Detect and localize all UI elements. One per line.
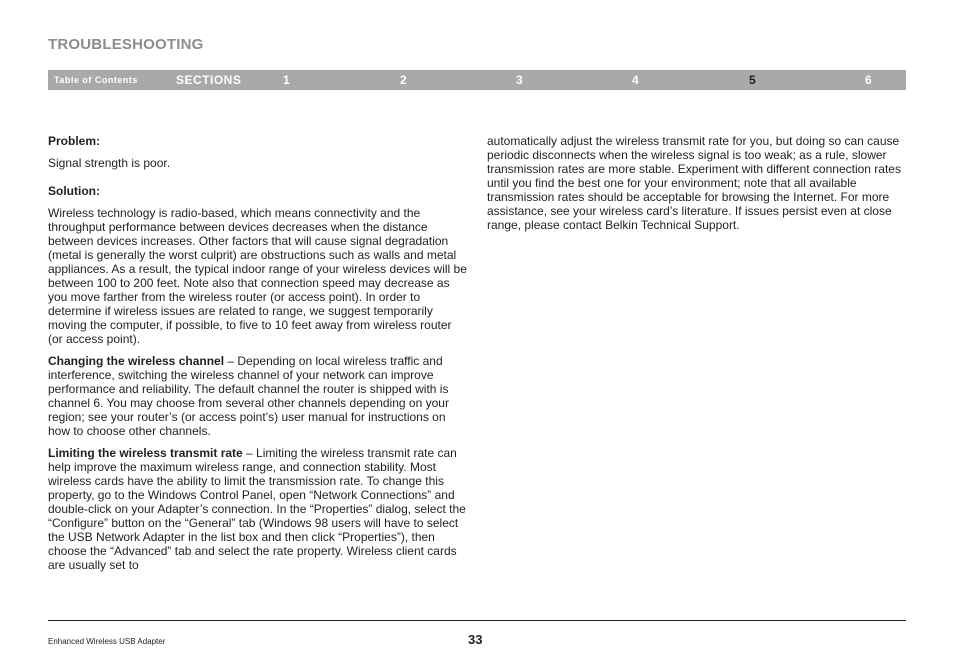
channel-paragraph: [48, 354, 468, 438]
channel-text: – Depending on local wireless traffic and interference, switching the wireless channel of your network can improve performance and reliability. The default channel the router is shipped with is channel 6. You may choose from several other channels depending on your region; see your router’s (or access point’s) user manual for instructions on how to choose other channels.: [48, 354, 449, 438]
left-text-column: [48, 134, 468, 572]
problem-heading: Problem:: [48, 134, 101, 148]
table-of-contents-link[interactable]: Table of Contents: [54, 75, 138, 85]
section-link-2[interactable]: 2: [400, 73, 407, 87]
channel-heading: Changing the wireless channel: [48, 354, 225, 368]
section-link-5-current[interactable]: 5: [749, 73, 756, 87]
section-link-3[interactable]: 3: [516, 73, 523, 87]
section-link-4[interactable]: 4: [632, 73, 639, 87]
footer-divider: [48, 620, 906, 621]
sections-label: SECTIONS: [176, 73, 242, 87]
solution-heading: Solution:: [48, 184, 100, 198]
section-heading: TROUBLESHOOTING: [48, 36, 204, 53]
problem-text: Signal strength is poor.: [48, 156, 171, 170]
transmit-rate-heading: Limiting the wireless transmit rate: [48, 446, 243, 460]
section-navigation-bar: [48, 70, 906, 90]
transmit-rate-text: – Limiting the wireless transmit rate can help improve the maximum wireless range, and connection stability. Most wireless cards have the ability to limit the transmission rate. To change this property, go to the Windows Control Panel, open “Network Connections” and double-click on your Adapter’s connection. In the “Properties” dialog, select the “Configure” button on the “General” tab (Windows 98 users will have to select the USB Network Adapter in the list box and then click “Properties”), then choose the “Advanced” tab and select the rate property. Wireless client cards are usually set to: [48, 446, 466, 572]
solution-paragraph: Wireless technology is radio-based, which means connectivity and the throughput performance between devices decreases when the distance between devices increases. Other factors that will cause signal degradation (metal is generally the worst culprit) are obstructions such as walls and metal appliances. As a result, the typical indoor range of your wireless devices will be between 100 to 200 feet. Note also that connection speed may decrease as you move farther from the wireless router (or access point). In order to determine if wireless issues are related to range, we suggest temporarily moving the computer, if possible, to five to 10 feet away from wireless router (or access point).: [48, 206, 467, 346]
transmit-rate-paragraph: [48, 446, 468, 572]
right-text-column: [487, 134, 909, 232]
section-link-1[interactable]: 1: [283, 73, 290, 87]
page-number: 33: [468, 632, 483, 647]
section-link-6[interactable]: 6: [865, 73, 872, 87]
footer-product-name: Enhanced Wireless USB Adapter: [48, 637, 166, 646]
transmit-rate-continued: automatically adjust the wireless transmit rate for you, but doing so can cause periodic disconnects when the wireless signal is too weak; as a rule, slower transmission rates are more stable. Experiment with different connection rates until you find the best one for your environment; note that all available transmission rates should be acceptable for browsing the Internet. For more assistance, see your wireless card’s literature. If issues persist even at close range, please contact Belkin Technical Support.: [487, 134, 901, 232]
